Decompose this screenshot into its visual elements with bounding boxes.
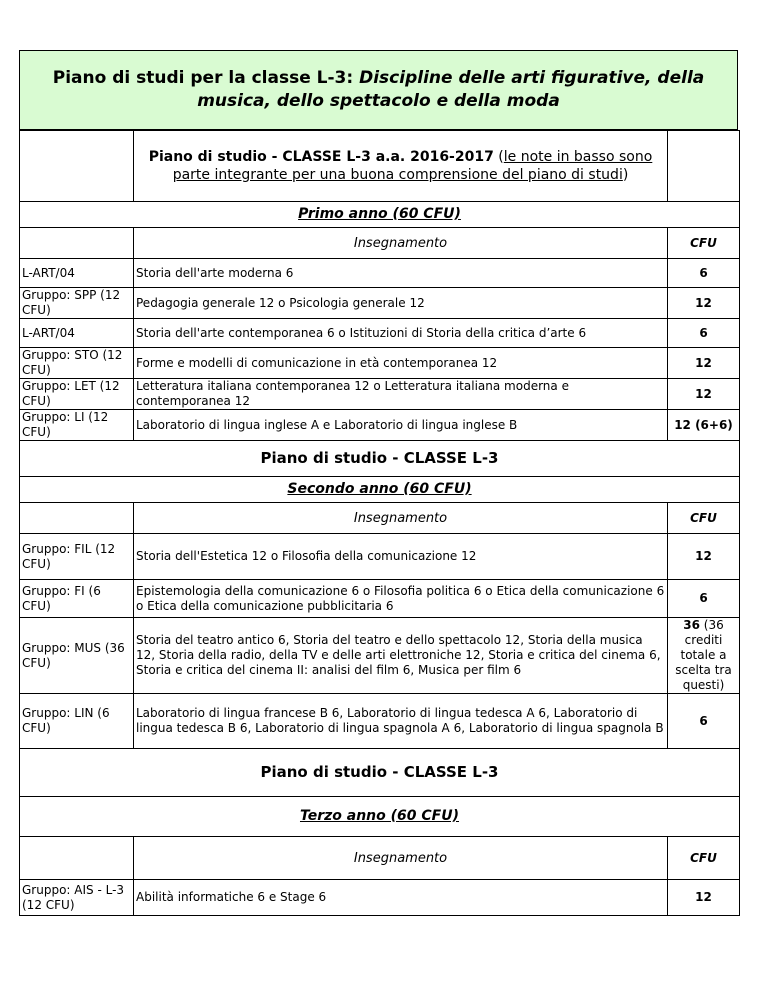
course-code: Gruppo: LET (12 CFU) [20, 379, 134, 410]
course-header: Insegnamento [134, 837, 668, 880]
title-prefix: Piano di studi per la classe L-3: [52, 68, 360, 88]
cfu-value: 12 [668, 534, 740, 580]
course-code: Gruppo: SPP (12 CFU) [20, 288, 134, 319]
course-code: Gruppo: AIS - L-3 (12 CFU) [20, 880, 134, 916]
course-name: Laboratorio di lingua inglese A e Laboratorio di lingua inglese B [134, 410, 668, 441]
course-code: Gruppo: MUS (36 CFU) [20, 618, 134, 694]
cfu-header: CFU [668, 503, 740, 534]
intro-note: le note in basso sono parte integrante per una buona comprensione del piano di studi [172, 149, 653, 183]
study-plan-table [19, 130, 740, 916]
course-header: Insegnamento [134, 228, 668, 259]
cfu-value: 6 [668, 319, 740, 348]
intro-cell [134, 131, 668, 202]
course-code: Gruppo: FIL (12 CFU) [20, 534, 134, 580]
cfu-value: 12 [668, 379, 740, 410]
course-name: Storia dell'arte contemporanea 6 o Istituzioni di Storia della critica d’arte 6 [134, 319, 668, 348]
cfu-bold: 36 [683, 618, 700, 632]
intro-bold: Piano di studio - CLASSE L-3 a.a. 2016-2017 [148, 149, 494, 165]
course-name: Pedagogia generale 12 o Psicologia generale 12 [134, 288, 668, 319]
intro-close: ) [622, 167, 629, 183]
cfu-value: 12 [668, 288, 740, 319]
empty-cell [668, 131, 740, 202]
year-second: Secondo anno (60 CFU) [20, 477, 740, 503]
cfu-value: 12 [668, 880, 740, 916]
cfu-value: 12 [668, 348, 740, 379]
course-code: Gruppo: LI (12 CFU) [20, 410, 134, 441]
course-code: Gruppo: STO (12 CFU) [20, 348, 134, 379]
cfu-value: 6 [668, 259, 740, 288]
title-italic: Discipline delle arti figurative, della musica, dello spettacolo e della moda [197, 68, 705, 111]
course-name: Storia dell'Estetica 12 o Filosofia della comunicazione 12 [134, 534, 668, 580]
course-name: Laboratorio di lingua francese B 6, Laboratorio di lingua tedesca A 6, Laboratorio di lingua tedesca B 6, Laboratorio di lingua spagnola A 6, Laboratorio di lingua spagnola B [134, 694, 668, 749]
cfu-header: CFU [668, 228, 740, 259]
section-title: Piano di studio - CLASSE L-3 [20, 749, 740, 797]
course-name: Letteratura italiana contemporanea 12 o Letteratura italiana moderna e contemporanea 12 [134, 379, 668, 410]
course-name: Storia del teatro antico 6, Storia del teatro e dello spettacolo 12, Storia della musica 12, Storia della radio, della TV e delle arti elettroniche 12, Storia e critica del cinema 6, Storia e critica del cinema II: analisi del film 6, Musica per film 6 [134, 618, 668, 694]
course-code: L-ART/04 [20, 259, 134, 288]
course-name: Abilità informatiche 6 e Stage 6 [134, 880, 668, 916]
year-third: Terzo anno (60 CFU) [20, 797, 740, 837]
course-header: Insegnamento [134, 503, 668, 534]
course-code: Gruppo: LIN (6 CFU) [20, 694, 134, 749]
course-name: Forme e modelli di comunicazione in età contemporanea 12 [134, 348, 668, 379]
document-page [19, 50, 738, 916]
page-title [19, 50, 738, 130]
course-code: Gruppo: FI (6 CFU) [20, 580, 134, 618]
year-first: Primo anno (60 CFU) [20, 202, 740, 228]
course-name: Storia dell'arte moderna 6 [134, 259, 668, 288]
section-title: Piano di studio - CLASSE L-3 [20, 441, 740, 477]
intro-open: ( [493, 149, 504, 165]
cfu-value: 12 (6+6) [668, 410, 740, 441]
course-name: Epistemologia della comunicazione 6 o Filosofia politica 6 o Etica della comunicazione 6 o Etica della comunicazione pubblicitaria 6 [134, 580, 668, 618]
cfu-value: 6 [668, 694, 740, 749]
cfu-header: CFU [668, 837, 740, 880]
course-code: L-ART/04 [20, 319, 134, 348]
cfu-value [668, 618, 740, 694]
cfu-value: 6 [668, 580, 740, 618]
empty-cell [20, 131, 134, 202]
cfu-note: (36 crediti totale a scelta tra questi) [675, 618, 732, 692]
